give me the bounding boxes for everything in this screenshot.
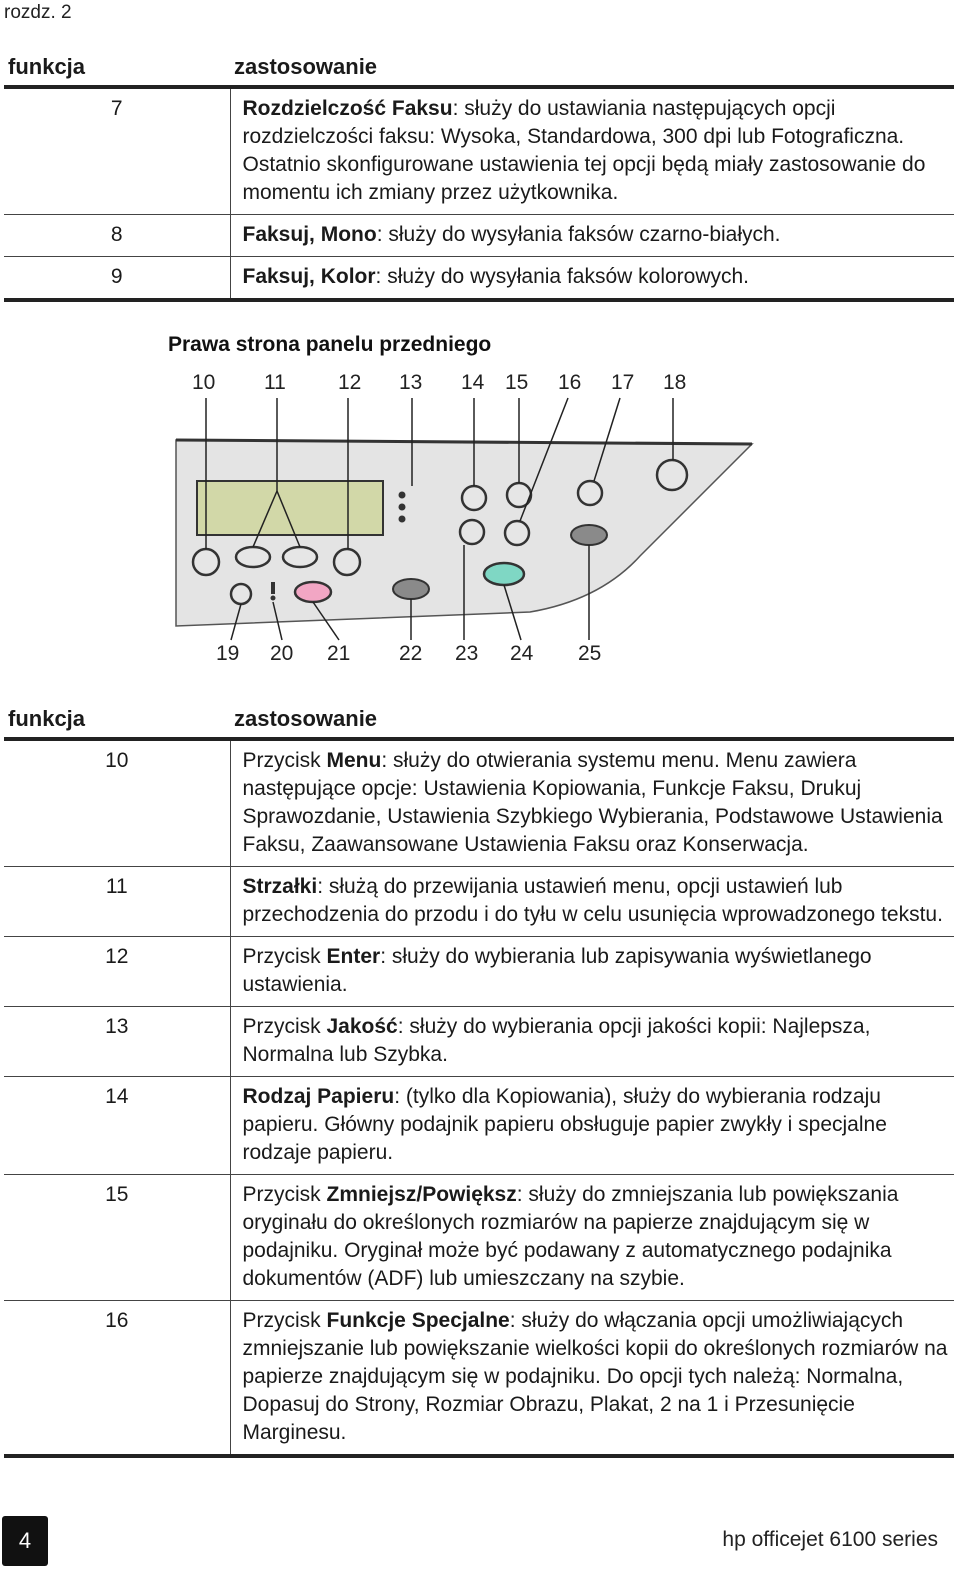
function-text: : służy do wybierania lub zapisywania wyświetlanego ustawienia. (242, 945, 872, 996)
column-header-function: funkcja (4, 54, 230, 87)
gray-button[interactable] (571, 525, 607, 545)
function-text: : służy do włączania opcji umożliwiających zmniejszanie lub powiększanie wielkości kopii do określonych rozmiarów na papierze znajdującym się w podajniku. Do opcji tych należą: Normalna, Dopasuj do Strony, Rozmiar Obrazu, Plakat, 2 na 1 i Przesunięcie Marginesu. (242, 1309, 948, 1444)
function-prefix: Przycisk (242, 1183, 327, 1206)
column-header-use: zastosowanie (230, 54, 954, 87)
callout-number: 11 (264, 371, 286, 394)
special-functions-button[interactable] (578, 481, 602, 505)
function-name: Faksuj, Mono (242, 223, 377, 246)
callout-number: 22 (399, 642, 423, 665)
function-description (230, 937, 954, 1007)
lcd-display (197, 481, 383, 535)
function-number: 9 (4, 257, 230, 301)
table-row (4, 867, 954, 937)
table-row (4, 739, 954, 867)
function-number: 14 (4, 1077, 230, 1175)
function-text: : służy do zmniejszania lub powiększania oryginału do określonych rozmiarów na papierze znajdującym się w podajniku. Oryginał może być podawany z automatycznego podajnika dokumentów (ADF) lub umieszczany na szybie. (242, 1183, 899, 1290)
callout-number: 21 (327, 642, 351, 665)
function-prefix: Przycisk (242, 1015, 327, 1038)
callout-number: 15 (505, 371, 529, 394)
callout-number: 25 (578, 642, 602, 665)
function-text: : służą do przewijania ustawień menu, opcji ustawień lub przechodzenia do przodu i do tyłu w celu usunięcia wprowadzonego tekstu. (242, 875, 943, 926)
callout-number: 13 (399, 371, 423, 394)
callout-number: 10 (192, 371, 216, 394)
function-number: 10 (105, 749, 129, 772)
callout-number: 17 (611, 371, 635, 394)
function-name: Rodzaj Papieru (242, 1085, 395, 1108)
small-button[interactable] (231, 584, 251, 604)
function-number: 15 (4, 1175, 230, 1301)
chapter-label: rozdz. 2 (4, 2, 72, 23)
table-row (4, 87, 954, 215)
table-row (4, 937, 954, 1007)
table-row (4, 1301, 954, 1457)
callout-number: 24 (510, 642, 534, 665)
function-description (230, 739, 954, 867)
table-row (4, 1175, 954, 1301)
table-row (4, 215, 954, 257)
function-table-top (4, 54, 954, 302)
quality-button[interactable] (462, 486, 486, 510)
function-description (230, 1175, 954, 1301)
function-name: Zmniejsz/Powiększ (326, 1183, 517, 1206)
arrow-right-button[interactable] (283, 547, 317, 567)
function-prefix: Przycisk (242, 749, 327, 772)
diagram-title: Prawa strona panelu przedniego (168, 333, 492, 356)
function-number: 13 (4, 1007, 230, 1077)
column-header-function: funkcja (4, 706, 230, 739)
callout-number: 18 (663, 371, 687, 394)
callout-number: 20 (270, 642, 294, 665)
function-text: : służy do wysyłania faksów czarno-białych. (376, 223, 781, 246)
function-name: Enter (326, 945, 381, 968)
function-description (230, 1007, 954, 1077)
callout-number: 19 (216, 642, 240, 665)
function-text: : służy do wybierania opcji jakości kopii: Najlepsza, Normalna lub Szybka. (242, 1015, 871, 1066)
function-number: 16 (4, 1301, 230, 1457)
function-name: Funkcje Specjalne (326, 1309, 510, 1332)
function-number: 12 (4, 937, 230, 1007)
function-name: Faksuj, Kolor (242, 265, 376, 288)
front-panel-diagram (0, 320, 960, 680)
product-name: hp officejet 6100 series (722, 1528, 938, 1551)
stop-button[interactable] (295, 582, 331, 602)
menu-button[interactable] (193, 549, 219, 575)
function-table-bottom (4, 706, 954, 1458)
power-button[interactable] (657, 460, 687, 490)
function-description (230, 257, 954, 301)
function-text: : służy do ustawiania następujących opcji rozdzielczości faksu: Wysoka, Standardowa, 300 dpi lub Fotograficzna. Ostatnio skonfigurowane ustawienia tej opcji będą miały zastosowanie do momentu ich zmiany przez użytkownika. (242, 97, 926, 204)
function-description (230, 215, 954, 257)
function-name: Jakość (326, 1015, 398, 1038)
function-description (230, 1077, 954, 1175)
function-prefix: Przycisk (242, 1309, 327, 1332)
callout-number: 23 (455, 642, 479, 665)
function-text: : (tylko dla Kopiowania), służy do wybierania rodzaju papieru. Główny podajnik papieru obsługuje papier zwykły i specjalne rodzaje papieru. (242, 1085, 887, 1164)
function-number: 8 (4, 215, 230, 257)
function-name: Menu (326, 749, 382, 772)
enter-button[interactable] (334, 549, 360, 575)
arrow-left-button[interactable] (236, 547, 270, 567)
function-description (230, 1301, 954, 1457)
top-callouts (192, 371, 686, 394)
function-name: Rozdzielczość Faksu (242, 97, 453, 120)
start-button[interactable] (484, 563, 524, 585)
function-text: : służy do otwierania systemu menu. Menu zawiera następujące opcje: Ustawienia Kopiowania, Funkcje Faksu, Drukuj Sprawozdanie, Ustawienia Szybkiego Wybierania, Podstawowe Ustawienia Faksu, Zaawansowane Ustawienia Faksu oraz Konserwacja. (242, 749, 943, 856)
table-row (4, 1077, 954, 1175)
function-number: 11 (4, 867, 230, 937)
column-header-use: zastosowanie (230, 706, 954, 739)
function-description (230, 867, 954, 937)
table-row (4, 1007, 954, 1077)
bottom-callouts (216, 642, 601, 665)
gray-button[interactable] (393, 579, 429, 599)
function-number: 7 (110, 97, 123, 120)
callout-number: 14 (461, 371, 485, 394)
table-row (4, 257, 954, 301)
page-number: 4 (2, 1516, 48, 1566)
function-name: Strzałki (242, 875, 318, 898)
function-description (230, 87, 954, 215)
round-button[interactable] (505, 521, 529, 545)
callout-number: 16 (558, 371, 582, 394)
function-text: : służy do wysyłania faksów kolorowych. (375, 265, 750, 288)
round-button[interactable] (460, 520, 484, 544)
callout-number: 12 (338, 371, 362, 394)
function-prefix: Przycisk (242, 945, 327, 968)
